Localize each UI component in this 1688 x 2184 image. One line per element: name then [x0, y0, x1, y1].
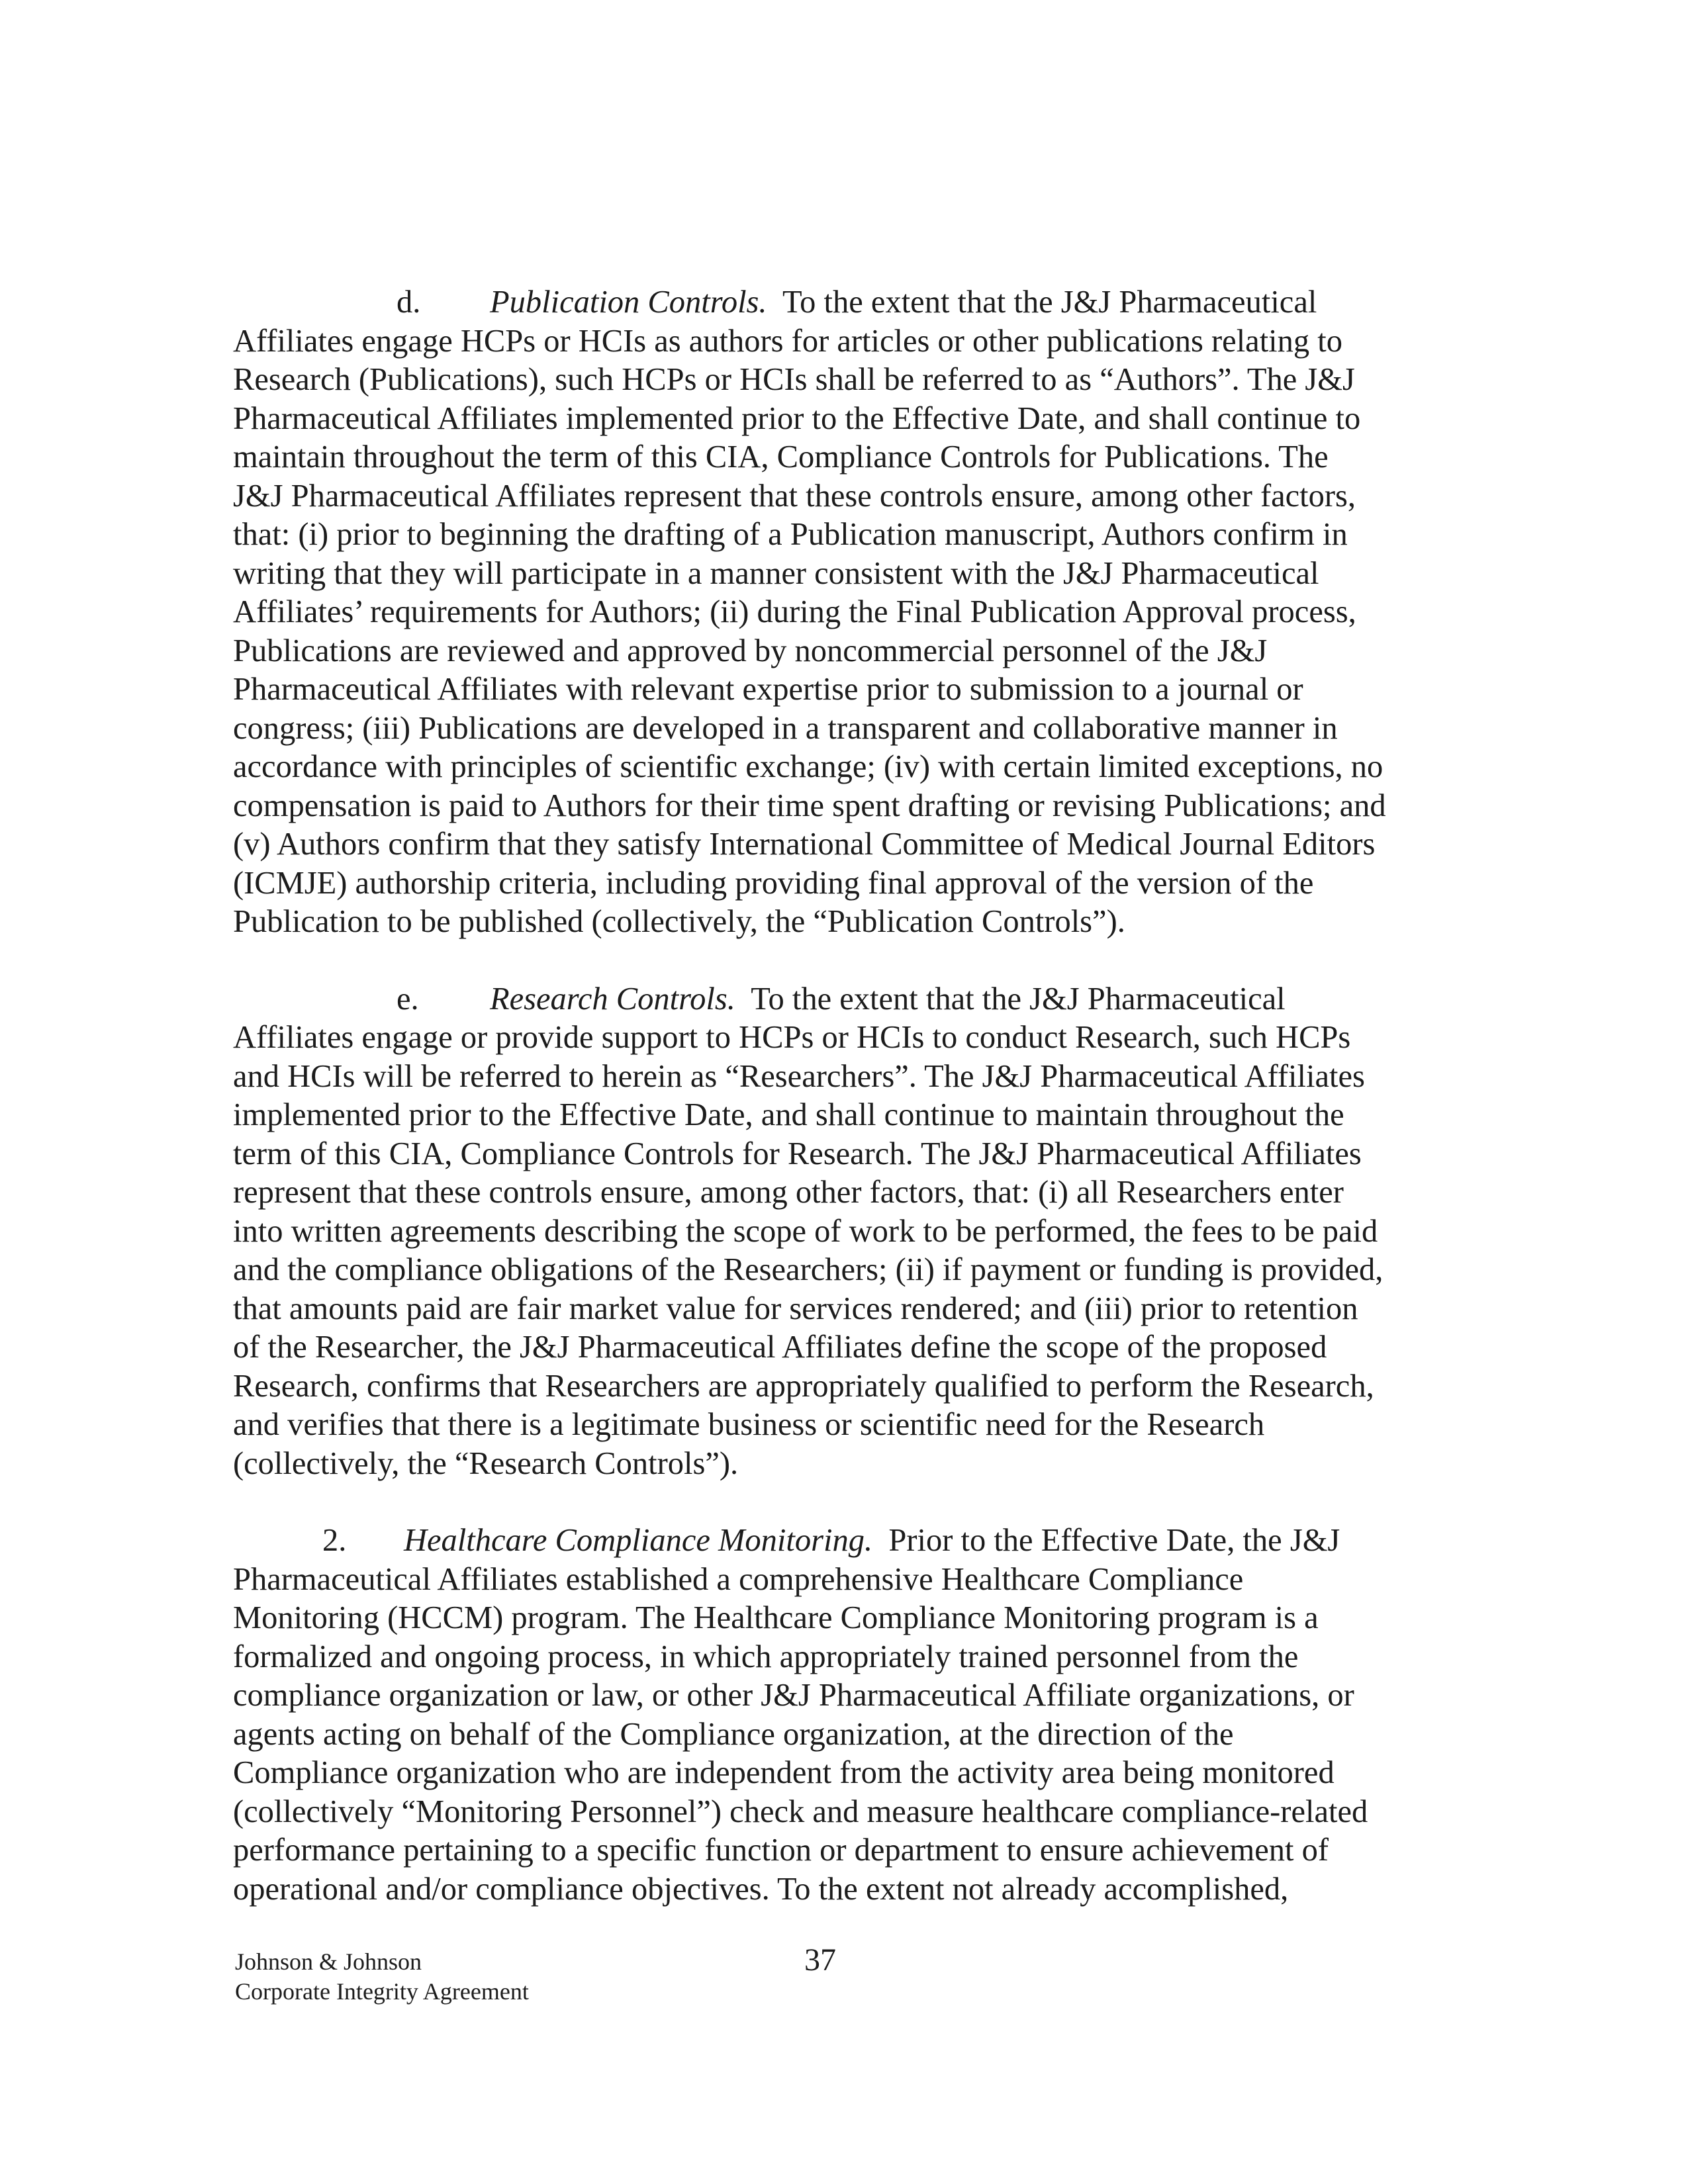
text-line: J&J Pharmaceutical Affiliates represent that these controls ensure, among other factors, [233, 478, 1356, 514]
text-line: and verifies that there is a legitimate business or scientific need for the Research [233, 1407, 1265, 1442]
text-line: (collectively “Monitoring Personnel”) check and measure healthcare compliance-related [233, 1794, 1368, 1829]
text-line: Research, confirms that Researchers are appropriately qualified to perform the Research, [233, 1368, 1374, 1404]
text-line: To the extent that the J&J Pharmaceutical [782, 285, 1317, 320]
text-line: term of this CIA, Compliance Controls for Research. The J&J Pharmaceutical Affiliates [233, 1136, 1362, 1171]
text-line: formalized and ongoing process, in which appropriately trained personnel from the [233, 1639, 1299, 1674]
text-line: Compliance organization who are independent from the activity area being monitored [233, 1755, 1335, 1790]
text-line: that: (i) prior to beginning the drafting of a Publication manuscript, Authors confirm in [233, 517, 1348, 552]
section-heading: Healthcare Compliance Monitoring. [404, 1523, 873, 1558]
text-line: compliance organization or law, or other J&J Pharmaceutical Affiliate organizations, or [233, 1678, 1354, 1713]
text-line: Affiliates’ requirements for Authors; (ii) during the Final Publication Approval process, [233, 594, 1356, 629]
text-line: agents acting on behalf of the Compliance organization, at the direction of the [233, 1716, 1234, 1752]
paragraph-first-line [233, 283, 1425, 322]
item-marker: d. [397, 285, 421, 320]
text-line: writing that they will participate in a manner consistent with the J&J Pharmaceutical [233, 555, 1319, 591]
text-line: Affiliates engage or provide support to HCPs or HCIs to conduct Research, such HCPs [233, 1020, 1351, 1055]
text-line: accordance with principles of scientific exchange; (iv) with certain limited exceptions, no [233, 749, 1383, 784]
text-line: congress; (iii) Publications are developed in a transparent and collaborative manner in [233, 710, 1338, 746]
text-line: that amounts paid are fair market value for services rendered; and (iii) prior to retention [233, 1291, 1358, 1326]
paragraph-publication-controls [233, 283, 1425, 942]
item-marker: e. [397, 981, 419, 1017]
document-body [233, 283, 1425, 1947]
text-line: and HCIs will be referred to herein as “Researchers”. The J&J Pharmaceutical Affiliates [233, 1058, 1365, 1094]
text-line: To the extent that the J&J Pharmaceutical [751, 981, 1286, 1017]
text-line: Monitoring (HCCM) program. The Healthcare Compliance Monitoring program is a [233, 1600, 1319, 1635]
text-line: and the compliance obligations of the Researchers; (ii) if payment or funding is provided, [233, 1252, 1383, 1287]
text-line: (ICMJE) authorship criteria, including providing final approval of the version of the [233, 865, 1314, 901]
paragraph-research-controls [233, 980, 1425, 1484]
text-line: Pharmaceutical Affiliates with relevant expertise prior to submission to a journal or [233, 672, 1303, 707]
text-line: (collectively, the “Research Controls”). [233, 1445, 739, 1481]
text-line: Publications are reviewed and approved by noncommercial personnel of the J&J [233, 633, 1268, 668]
text-line: (v) Authors confirm that they satisfy International Committee of Medical Journal Editors [233, 827, 1376, 862]
paragraph-first-line [233, 980, 1425, 1019]
item-heading: Research Controls. [490, 981, 735, 1017]
footer-document-title: Corporate Integrity Agreement [235, 1978, 529, 2005]
text-line: maintain throughout the term of this CIA, Compliance Controls for Publications. The [233, 439, 1329, 475]
text-line: operational and/or compliance objectives. To the extent not already accomplished, [233, 1871, 1289, 1907]
page-number: 37 [804, 1942, 836, 1978]
paragraph-first-line [233, 1522, 1425, 1561]
item-heading: Publication Controls. [490, 285, 767, 320]
text-line: Pharmaceutical Affiliates established a comprehensive Healthcare Compliance [233, 1561, 1244, 1597]
text-line: compensation is paid to Authors for their time spent drafting or revising Publications; and [233, 788, 1386, 823]
text-line: represent that these controls ensure, among other factors, that: (i) all Researchers enter [233, 1175, 1344, 1210]
footer-company: Johnson & Johnson [235, 1948, 422, 1975]
text-line: performance pertaining to a specific function or department to ensure achievement of [233, 1833, 1329, 1868]
text-line: of the Researcher, the J&J Pharmaceutical Affiliates define the scope of the proposed [233, 1330, 1327, 1365]
section-marker: 2. [322, 1523, 347, 1558]
text-line: Publication to be published (collectively, the “Publication Controls”). [233, 904, 1125, 939]
text-line: implemented prior to the Effective Date, and shall continue to maintain throughout the [233, 1097, 1344, 1132]
text-line: Research (Publications), such HCPs or HCIs shall be referred to as “Authors”. The J&J [233, 362, 1355, 397]
footer-document-info [235, 1947, 529, 2007]
text-line: Affiliates engage HCPs or HCIs as authors for articles or other publications relating to [233, 323, 1342, 359]
text-line: Pharmaceutical Affiliates implemented prior to the Effective Date, and shall continue to [233, 400, 1361, 436]
paragraph-healthcare-compliance-monitoring [233, 1522, 1425, 1909]
text-line: Prior to the Effective Date, the J&J [888, 1523, 1340, 1558]
text-line: into written agreements describing the scope of work to be performed, the fees to be paid [233, 1213, 1378, 1249]
